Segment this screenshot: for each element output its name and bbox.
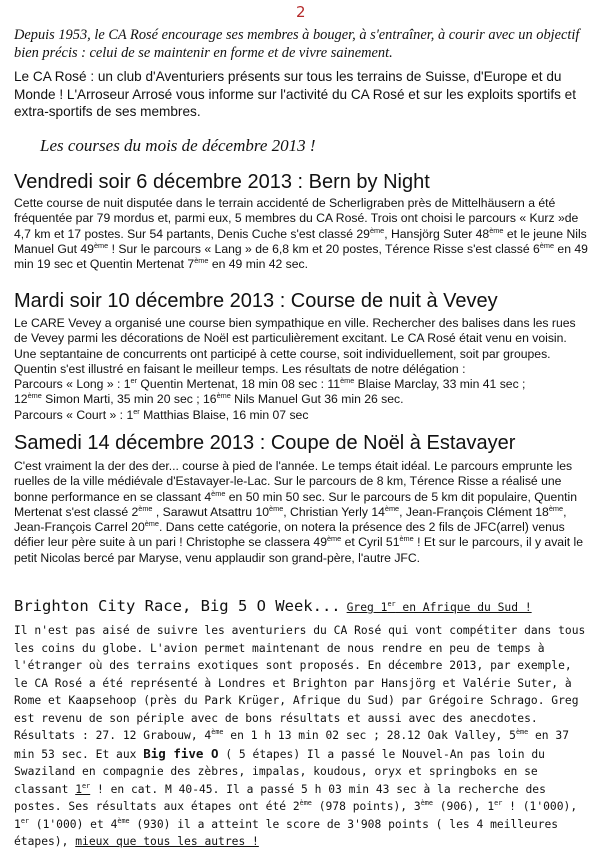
intro-paragraph: Le CA Rosé : un club d'Aventuriers présents sur tous les terrains de Suisse, d'Europe et du Monde ! L'Arroseur Arrosé vous informe sur l'activité du CA Rosé et sur les exploits sportifs et extra-sportifs de ses membres.	[14, 69, 577, 119]
heading-coupe-noel: Samedi 14 décembre 2013 : Coupe de Noël à Estavayer	[14, 432, 516, 454]
heading-bern-by-night: Vendredi soir 6 décembre 2013 : Bern by Night	[14, 171, 430, 193]
article-bern-by-night: Cette course de nuit disputée dans le terrain accidenté de Scherligraben près de Mittelhäusern a été fréquentée par 79 mordus et, parmi eux, 5 membres du CA Rosé. Trois ont choisi le parcours « Kurz »de 4,7 km et 17 postes. Sur 54 partants, Denis Cuche s'est classé 29ème, Hansjörg Suter 48ème et le jeune Nils Manuel Gut 49ème ! Sur le parcours « Lang » de 6,8 km et 20 postes, Térence Risse s'est classé 6ème en 49 min 19 sec et Quentin Mertenat 7ème en 49 min 42 sec.	[14, 196, 588, 272]
section-subtitle: Les courses du mois de décembre 2013 !	[40, 136, 316, 155]
intro-italic: Depuis 1953, le CA Rosé encourage ses membres à bouger, à s'entraîner, à courir avec un objectif bien précis : celui de se maintenir en forme et de vivre sainement.	[14, 27, 580, 61]
heading-brighton-title: Brighton City Race, Big 5 O Week...	[14, 597, 341, 615]
page-number: 2	[296, 3, 306, 21]
heading-brighton	[14, 597, 532, 616]
heading-brighton-aside: Greg 1er en Afrique du Sud !	[346, 600, 532, 614]
article-course-vevey: Le CARE Vevey a organisé une course bien sympathique en ville. Rechercher des balises dans les rues de Vevey parmi les décorations de Noël est particulièrement excitant. Le CA Rosé était venu en voisin. Une septantaine de concurrents ont participé à cette course, soit individuellement, soit par groupes. Quentin s'est illustré en faisant le meilleur temps. Les résultats de notre délégation : Parcours « Long » : 1er Quentin Mertenat, 18 min 08 sec : 11ème Blaise Marclay, 33 min 41 sec ; 12ème Simon Marti, 35 min 20 sec ; 16ème Nils Manuel Gut 36 min 26 sec. Parcours « Court » : 1er Matthias Blaise, 16 min 07 sec	[14, 316, 576, 422]
article-brighton: Il n'est pas aisé de suivre les aventuriers du CA Rosé qui vont compétiter dans tous les coins du globe. L'avion permet maintenant de nous rendre en peu de temps à l'étranger où des terrains exotiques sont proposés. En décembre 2013, par exemple, le CA Rosé a été représenté à Londres et Brighton par Hansjörg et Valérie Suter, à Rome et Kaapsehoop (près du Park Krüger, Afrique du Sud) par Grégoire Schrago. Greg est revenu de son périple avec de bons résultats et aussi avec des anecdotes. Résultats : 27. 12 Grabouw, 4ème en 1 h 13 min 02 sec ; 28.12 Oak Valley, 5ème en 37 min 53 sec. Et aux Big five O ( 5 étapes) Il a passé le Nouvel-An pas loin du Swaziland en compagnie des zèbres, impalas, koudous, oryx et springboks en se classant 1er ! en cat. M 40-45. Il a passé 5 h 03 min 43 sec à la recherche des postes. Ses résultats aux étapes ont été 2ème (978 points), 3ème (906), 1er ! (1'000), 1er (1'000) et 4ème (930) il a atteint le score de 3'908 points ( les 4 meilleures étapes), mieux que tous les autres !	[14, 624, 586, 848]
article-coupe-noel: C'est vraiment la der des der... course à pied de l'année. Le temps était idéal. Le parcours emprunte les ruelles de la ville médiévale d'Estavayer-le-Lac. Sur le parcours de 8 km, Térence Risse a réalisé une bonne performance en se classant 4ème en 50 min 50 sec. Sur le parcours de 5 km dit populaire, Quentin Mertenat s'est classé 2ème , Sarawut Atsattru 10ème, Christian Yerly 14ème, Jean-François Clément 18ème, Jean-François Carrel 20ème. Dans cette catégorie, on notera la présence des 2 fils de JFC(arrel) venus défier leur père suite à un pari ! Christophe se classera 49ème et Cyril 51ème ! Et sur le parcours, il y avait le petit Nicolas bercé par Maryse, venu applaudir son grand-père, l'autre JFC.	[14, 459, 584, 565]
heading-course-vevey: Mardi soir 10 décembre 2013 : Course de nuit à Vevey	[14, 290, 498, 312]
